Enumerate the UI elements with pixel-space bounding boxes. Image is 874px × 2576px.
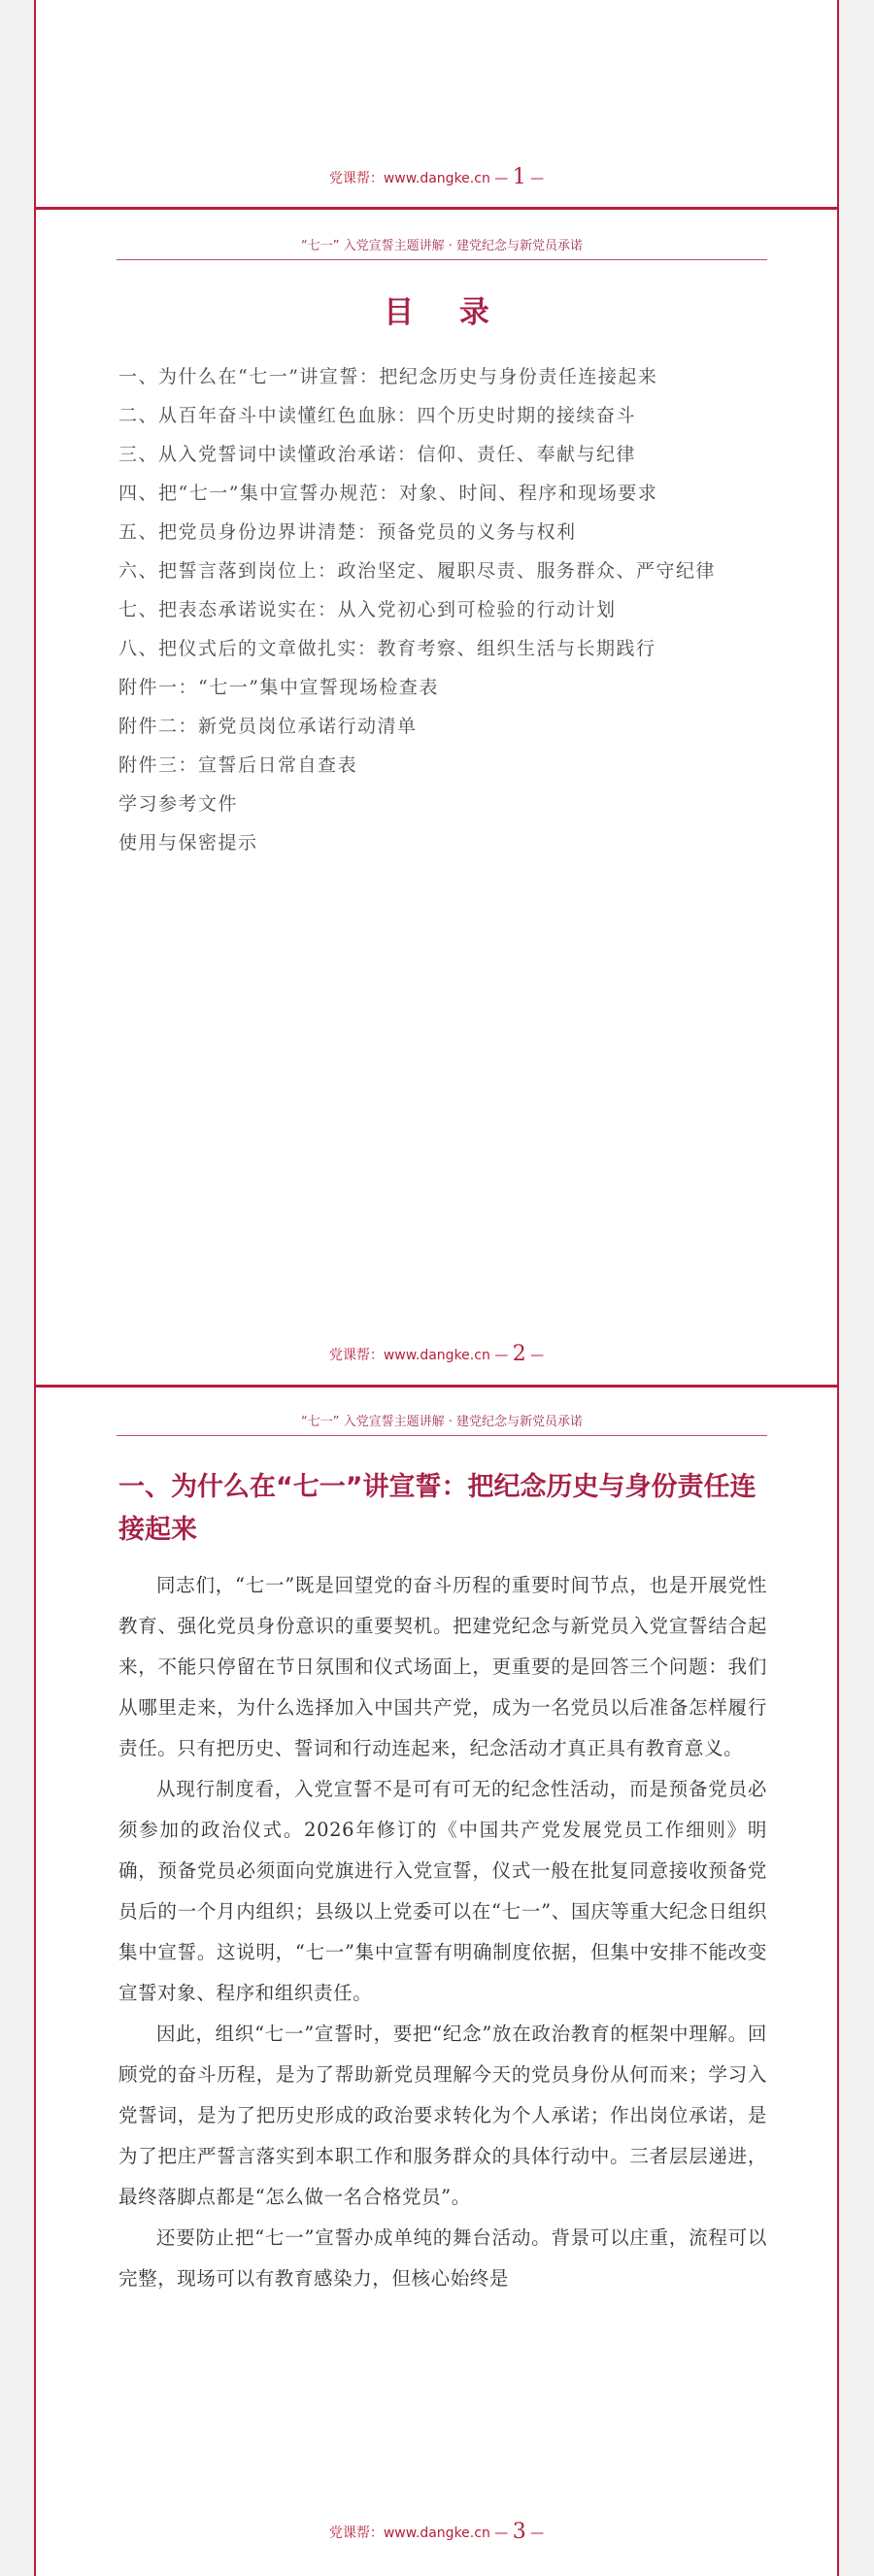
toc-item[interactable]: 三、从入党誓词中读懂政治承诺：信仰、责任、奉献与纪律 bbox=[118, 444, 637, 465]
toc-item[interactable]: 附件二：新党员岗位承诺行动清单 bbox=[118, 716, 418, 737]
page-footer bbox=[34, 165, 839, 189]
toc-item[interactable]: 使用与保密提示 bbox=[118, 832, 258, 853]
toc-item[interactable]: 四、把“七一”集中宣誓办规范：对象、时间、程序和现场要求 bbox=[118, 483, 658, 504]
page-number: 2 bbox=[512, 1342, 526, 1366]
footer-site[interactable]: 党课帮：www.dangke.cn — bbox=[328, 1348, 509, 1363]
toc-title: 目 录 bbox=[384, 295, 507, 330]
footer-dash: — bbox=[530, 171, 545, 186]
table-of-contents bbox=[118, 357, 767, 862]
section-body bbox=[118, 1565, 767, 2299]
body-paragraph: 从现行制度看，入党宣誓不是可有可无的纪念性活动，而是预备党员必须参加的政治仪式。2026年修订的《中国共产党发展党员工作细则》明确，预备党员必须面向党旗进行入党宣誓，仪式一般在批复同意接收预备党员后的一个月内组织；县级以上党委可以在“七一”、国庆等重大纪念日组织集中宣誓。这说明，“七一”集中宣誓有明确制度依据，但集中安排不能改变宣誓对象、程序和组织责任。 bbox=[118, 1778, 767, 2004]
body-paragraph: 因此，组织“七一”宣誓时，要把“纪念”放在政治教育的框架中理解。回顾党的奋斗历程，是为了帮助新党员理解今天的党员身份从何而来；学习入党誓词，是为了把历史形成的政治要求转化为个人承诺；作出岗位承诺，是为了把庄严誓言落实到本职工作和服务群众的具体行动中。三者层层递进，最终落脚点都是“怎么做一名合格党员”。 bbox=[118, 2023, 767, 2208]
toc-item[interactable]: 七、把表态承诺说实在：从入党初心到可检验的行动计划 bbox=[118, 599, 617, 620]
toc-item[interactable]: 二、从百年奋斗中读懂红色血脉：四个历史时期的接续奋斗 bbox=[118, 405, 637, 426]
toc-item[interactable]: 附件一：“七一”集中宣誓现场检查表 bbox=[118, 677, 439, 698]
page-number: 3 bbox=[512, 2520, 526, 2544]
running-header: “七一” 入党宣誓主题讲解 · 建党纪念与新党员承诺 bbox=[117, 235, 767, 260]
footer-site[interactable]: 党课帮：www.dangke.cn — bbox=[328, 171, 509, 186]
footer-dash: — bbox=[530, 1348, 545, 1363]
footer-site[interactable]: 党课帮：www.dangke.cn — bbox=[328, 2526, 509, 2541]
running-header: “七一” 入党宣誓主题讲解 · 建党纪念与新党员承诺 bbox=[117, 1411, 767, 1436]
toc-item[interactable]: 五、把党员身份边界讲清楚：预备党员的义务与权利 bbox=[118, 521, 577, 543]
toc-item[interactable]: 八、把仪式后的文章做扎实：教育考察、组织生活与长期践行 bbox=[118, 638, 656, 659]
page-footer bbox=[34, 1342, 839, 1366]
page-number: 1 bbox=[512, 165, 526, 189]
body-paragraph: 同志们，“七一”既是回望党的奋斗历程的重要时间节点，也是开展党性教育、强化党员身份意识的重要契机。把建党纪念与新党员入党宣誓结合起来，不能只停留在节日氛围和仪式场面上，更重要的是回答三个问题：我们从哪里走来，为什么选择加入中国共产党，成为一名党员以后准备怎样履行责任。只有把历史、誓词和行动连起来，纪念活动才真正具有教育意义。 bbox=[118, 1574, 767, 1759]
body-paragraph: 还要防止把“七一”宣誓办成单纯的舞台活动。背景可以庄重，流程可以完整，现场可以有教育感染力，但核心始终是 bbox=[118, 2226, 767, 2290]
toc-item[interactable]: 学习参考文件 bbox=[118, 793, 239, 815]
toc-item[interactable]: 附件三：宣誓后日常自查表 bbox=[118, 754, 358, 776]
footer-dash: — bbox=[530, 2526, 545, 2541]
page-footer bbox=[34, 2520, 839, 2544]
section-title: 一、为什么在“七一”讲宣誓：把纪念历史与身份责任连接起来 bbox=[118, 1472, 756, 1545]
toc-item[interactable]: 一、为什么在“七一”讲宣誓：把纪念历史与身份责任连接起来 bbox=[118, 366, 658, 387]
toc-item[interactable]: 六、把誓言落到岗位上：政治坚定、履职尽责、服务群众、严守纪律 bbox=[118, 560, 717, 582]
